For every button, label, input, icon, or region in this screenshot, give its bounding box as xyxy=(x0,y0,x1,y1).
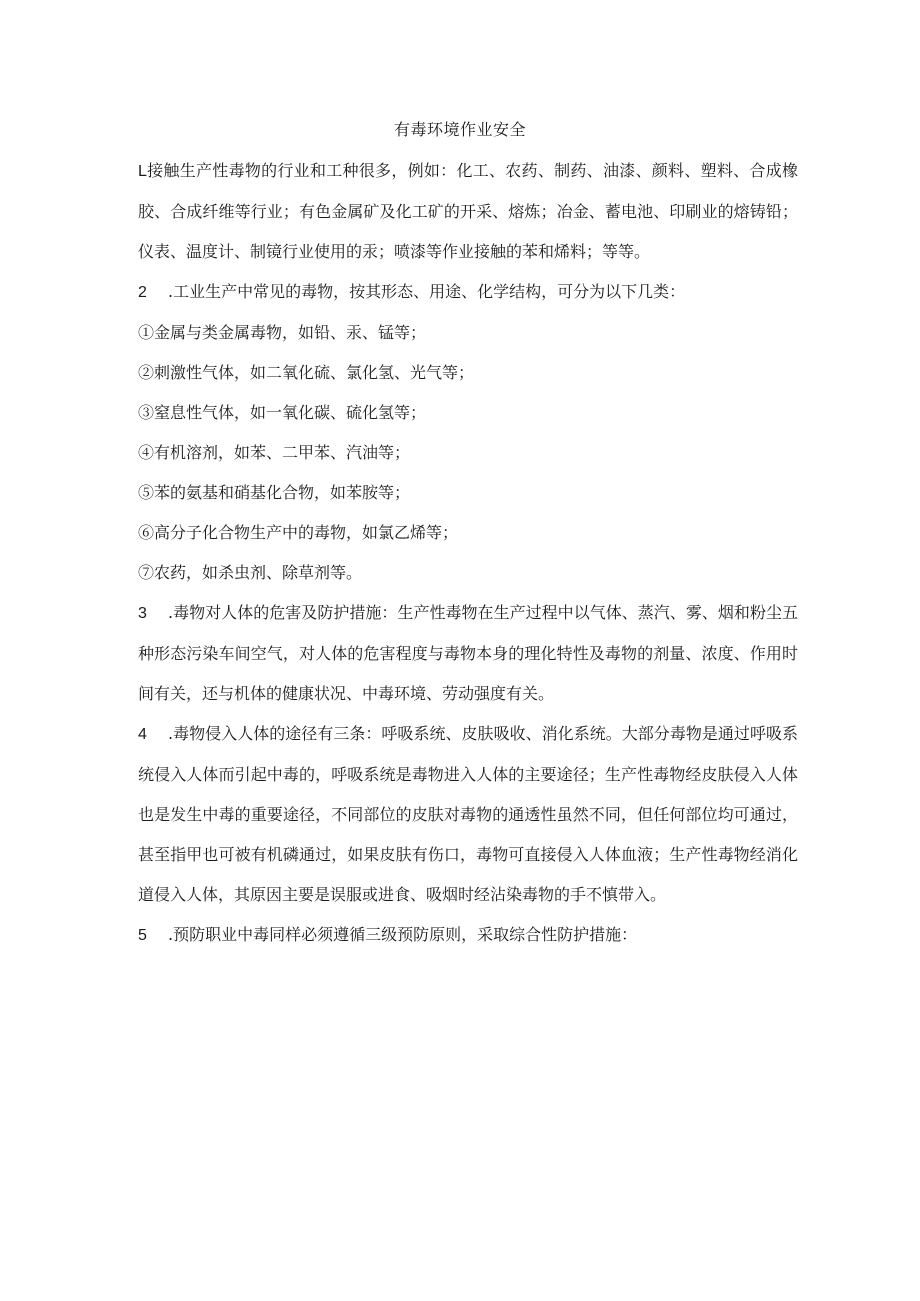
paragraph-4-number: 4 xyxy=(138,726,147,743)
paragraph-2-number: 2 xyxy=(138,284,147,301)
paragraph-1-text: 接触生产性毒物的行业和工种很多，例如：化工、农药、制药、油漆、颜料、塑料、合成橡胶、合成纤维等行业；有色金属矿及化工矿的开采、熔炼；冶金、蓄电池、印刷业的熔铸铅；仪表、温度计、制镜行业使用的汞；喷漆等作业接触的苯和烯料；等等。 xyxy=(138,161,798,261)
list-item: ⑥高分子化合物生产中的毒物，如氯乙烯等； xyxy=(138,523,459,542)
list-item: ④有机溶剂，如苯、二甲苯、汽油等； xyxy=(138,443,411,462)
paragraph-3-number: 3 xyxy=(138,605,147,622)
paragraph-5-number: 5 xyxy=(138,927,147,944)
list-item: ②刺激性气体，如二氧化硫、氯化氢、光气等； xyxy=(138,363,475,382)
paragraph-2 xyxy=(138,272,798,313)
document-body xyxy=(138,151,798,956)
paragraph-2-text: .工业生产中常见的毒物，按其形态、用途、化学结构，可分为以下几类： xyxy=(168,282,686,301)
list-item: ⑦农药，如杀虫剂、除草剂等。 xyxy=(138,563,363,582)
paragraph-3-text: .毒物对人体的危害及防护措施：生产性毒物在生产过程中以气体、蒸汽、雾、烟和粉尘五种形态污染车间空气，对人体的危害程度与毒物本身的理化特性及毒物的剂量、浓度、作用时间有关，还与机体的健康状况、中毒环境、劳动强度有关。 xyxy=(138,603,798,703)
paragraph-1-number: L xyxy=(138,163,147,180)
paragraph-3 xyxy=(138,593,798,714)
paragraph-4 xyxy=(138,714,798,915)
paragraph-4-text: .毒物侵入人体的途径有三条：呼吸系统、皮肤吸收、消化系统。大部分毒物是通过呼吸系统侵入人体而引起中毒的，呼吸系统是毒物进入人体的主要途径；生产性毒物经皮肤侵入人体也是发生中毒的重要途径，不同部位的皮肤对毒物的通透性虽然不同，但任何部位均可通过，甚至指甲也可被有机磷通过，如果皮肤有伤口，毒物可直接侵入人体血液；生产性毒物经消化道侵入人体，其原因主要是误服或进食、吸烟时经沾染毒物的手不慎带入。 xyxy=(138,724,798,904)
list-item: ③窒息性气体，如一氧化碳、硫化氢等； xyxy=(138,403,427,422)
paragraph-5-text: .预防职业中毒同样必须遵循三级预防原则，采取综合性防护措施： xyxy=(168,925,638,944)
paragraph-5 xyxy=(138,915,798,956)
paragraph-1 xyxy=(138,151,798,272)
list-item: ①金属与类金属毒物，如铅、汞、锰等； xyxy=(138,323,427,342)
list-item: ⑤苯的氨基和硝基化合物，如苯胺等； xyxy=(138,483,411,502)
document-title: 有毒环境作业安全 xyxy=(393,120,526,139)
